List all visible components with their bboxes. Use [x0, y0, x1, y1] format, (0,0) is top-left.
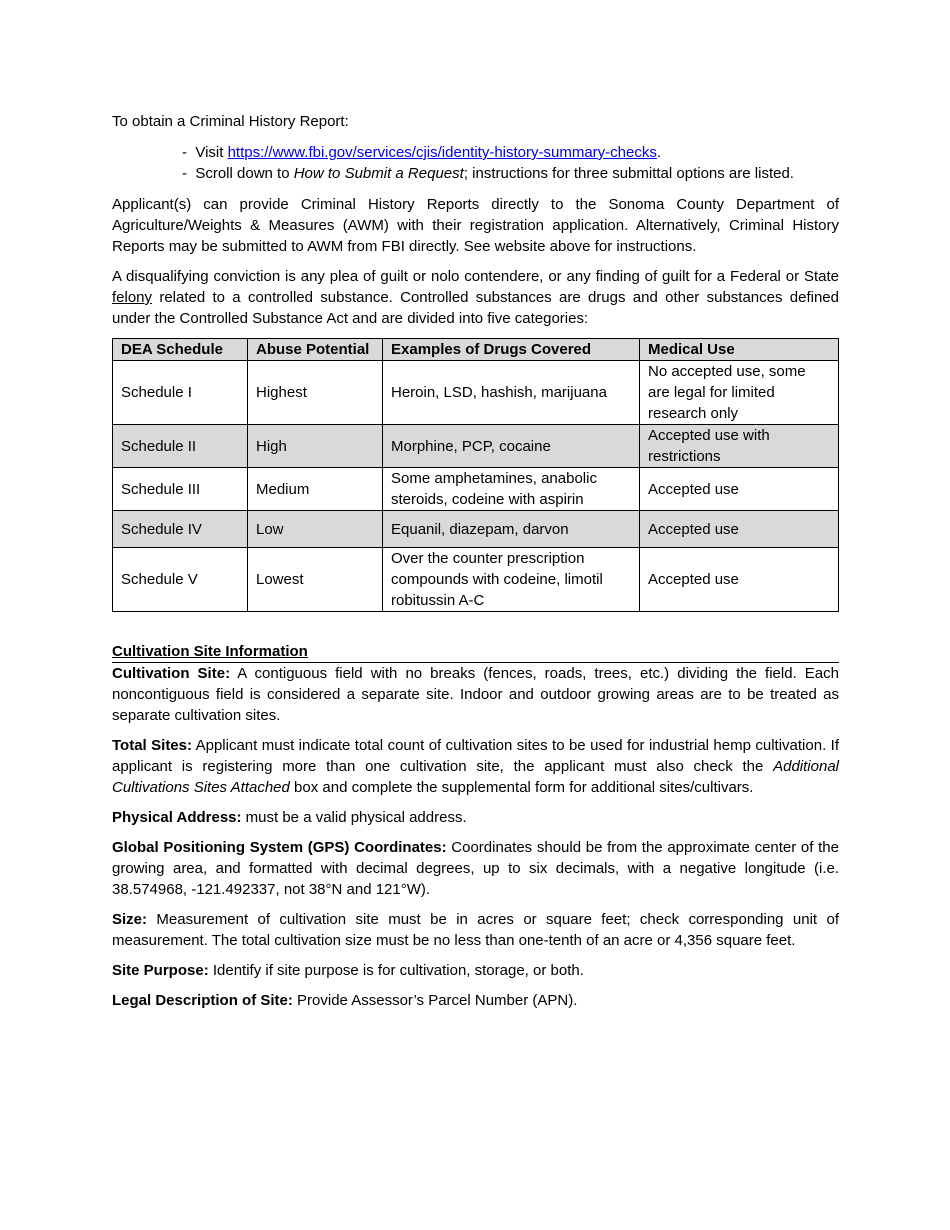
table-cell: Schedule I — [113, 361, 248, 425]
cultivation-site-paragraph — [112, 663, 839, 726]
field-description: Coordinates should be from the approximate center of the growing area, and formatted with decimal degrees, up to six decimals, with a negative longitude (i.e. 38.574968, -121.492337, not 38°N and 121°W). — [112, 839, 839, 898]
total-sites-paragraph — [112, 735, 839, 798]
column-header: Medical Use — [640, 339, 839, 361]
bullet-text: - Visit — [182, 144, 228, 161]
table-row — [113, 425, 839, 468]
physical-address-paragraph — [112, 807, 839, 828]
table-cell: Accepted use — [640, 468, 839, 511]
bullet-text: ; instructions for three submittal options are listed. — [463, 165, 794, 182]
section-heading — [112, 642, 839, 663]
table-row — [113, 511, 839, 548]
table-cell: High — [248, 425, 383, 468]
table-cell: Accepted use with restrictions — [640, 425, 839, 468]
bullet-text: - Scroll down to — [182, 165, 294, 182]
table-cell: No accepted use, some are legal for limited research only — [640, 361, 839, 425]
field-description: Identify if site purpose is for cultivation, storage, or both. — [208, 962, 584, 979]
table-cell: Schedule IV — [113, 511, 248, 548]
instruction-list — [112, 142, 839, 184]
field-label: Cultivation Site: — [112, 665, 231, 682]
site-purpose-paragraph — [112, 960, 839, 981]
field-label: Total Sites: — [112, 737, 192, 754]
table-cell: Lowest — [248, 548, 383, 612]
fbi-link[interactable]: https://www.fbi.gov/services/cjis/identity-history-summary-checks — [227, 144, 657, 161]
intro-heading: To obtain a Criminal History Report: — [112, 113, 349, 130]
table-cell: Heroin, LSD, hashish, marijuana — [383, 361, 640, 425]
table-cell: Highest — [248, 361, 383, 425]
table-row — [113, 548, 839, 612]
list-item — [182, 142, 839, 163]
field-label: Physical Address: — [112, 809, 242, 826]
bullet-italic-text: How to Submit a Request — [293, 165, 464, 182]
gps-coordinates-paragraph — [112, 837, 839, 900]
table-cell: Accepted use — [640, 548, 839, 612]
table-cell: Schedule III — [113, 468, 248, 511]
table-cell: Medium — [248, 468, 383, 511]
field-description: A contiguous field with no breaks (fences, roads, trees, etc.) dividing the field. Each noncontiguous field is considered a separate site. Indoor and outdoor growing areas are to be treated as separate cultivation sites. — [112, 665, 839, 724]
column-header: Examples of Drugs Covered — [383, 339, 640, 361]
table-row — [113, 361, 839, 425]
dea-schedule-table — [112, 338, 839, 612]
table-cell: Morphine, PCP, cocaine — [383, 425, 640, 468]
bullet-text: . — [656, 144, 662, 161]
table-cell: Schedule V — [113, 548, 248, 612]
field-label: Site Purpose: — [112, 962, 209, 979]
legal-description-paragraph — [112, 990, 839, 1011]
paragraph-text: A disqualifying conviction is any plea of guilt or nolo contendere, or any finding of guilt for a Federal or State — [112, 268, 839, 285]
field-label: Legal Description of Site: — [112, 992, 293, 1009]
table-cell: Equanil, diazepam, darvon — [383, 511, 640, 548]
column-header: Abuse Potential — [248, 339, 383, 361]
table-cell: Over the counter prescription compounds with codeine, limotil robitussin A-C — [383, 548, 640, 612]
field-description: must be a valid physical address. — [241, 809, 467, 826]
field-description: box and complete the supplemental form for additional sites/cultivars. — [289, 779, 754, 796]
table-cell: Low — [248, 511, 383, 548]
field-description: Measurement of cultivation site must be in acres or square feet; check corresponding unit of measurement. The total cultivation size must be no less than one-tenth of an acre or 4,356 square feet. — [112, 911, 839, 949]
table-cell: Accepted use — [640, 511, 839, 548]
size-paragraph — [112, 909, 839, 951]
felony-term: felony — [112, 289, 153, 306]
field-label: Global Positioning System (GPS) Coordinates: — [112, 839, 447, 856]
table-header-row — [113, 339, 839, 361]
field-label: Size: — [112, 911, 148, 928]
criminal-history-paragraph: Applicant(s) can provide Criminal History Reports directly to the Sonoma County Department of Agriculture/Weights & Measures (AWM) with their registration application. Alternatively, Criminal History Reports may be submitted to AWM from FBI directly. See website above for instructions. — [112, 196, 839, 255]
list-item — [182, 163, 839, 184]
table-cell: Some amphetamines, anabolic steroids, codeine with aspirin — [383, 468, 640, 511]
field-description: Provide Assessor’s Parcel Number (APN). — [292, 992, 578, 1009]
table-row — [113, 468, 839, 511]
field-description: Applicant must indicate total count of cultivation sites to be used for industrial hemp cultivation. If applicant is registering more than one cultivation site, the applicant must also check the — [112, 737, 839, 775]
section-heading-text: Cultivation Site Information — [112, 643, 308, 660]
disqualifying-conviction-paragraph — [112, 266, 839, 329]
paragraph-text: related to a controlled substance. Controlled substances are drugs and other substances defined under the Controlled Substance Act and are divided into five categories: — [112, 289, 839, 327]
table-cell: Schedule II — [113, 425, 248, 468]
column-header: DEA Schedule — [113, 339, 248, 361]
field-description-italic: Additional Cultivations Sites Attached — [112, 758, 839, 796]
document-page — [112, 111, 839, 1020]
